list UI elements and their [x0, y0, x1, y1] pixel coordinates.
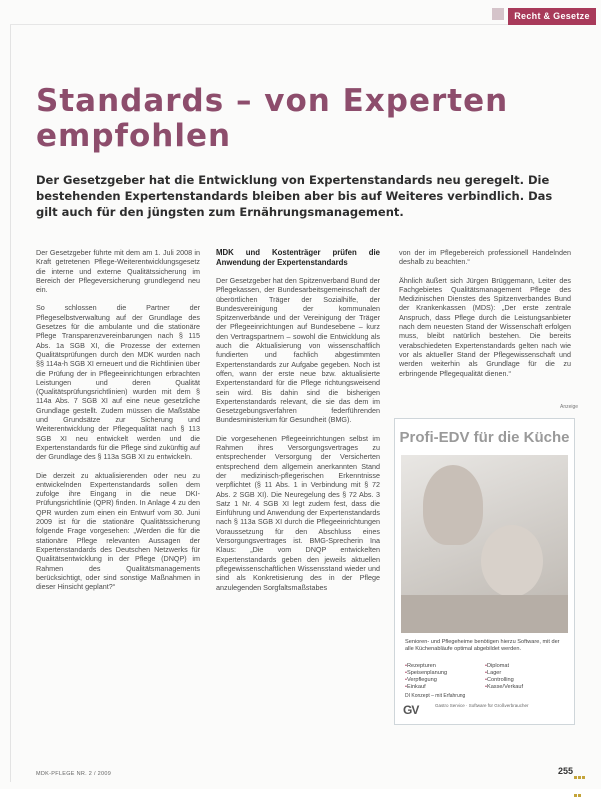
- paragraph: Die derzeit zu aktualisierenden oder neu zu entwickelnden Expertenstandards sollen dem zufolge ihre Eingang in die neue DKI-Prüfungsrichtlinie (QPR) finden. In Anlage 4 zu den QPR wurden zum einen ein Entwurf vom 30. Juni 2009 ist für die stationäre Qualitätssicherung folgende Frage vorgesehen: „Werden die für die stationäre Pflege relevanten Aussagen der Expertenstandards des Deutschen Netzwerks für Qualitätsentwicklung in der Pflege (DNQP) im Rahmen des Qualitätsmanagements berücksichtigt, oder sind sonstige Maßnahmen in dieser Hinsicht geplant?“: [36, 470, 200, 592]
- page-number: 255: [558, 766, 574, 776]
- advertisement[interactable]: [394, 418, 575, 725]
- paragraph: Ähnlich äußert sich Jürgen Brüggemann, Leiter des Fachgebietes Qualitätsmanagement Pflege des Medizinischen Dienstes des Spitzenverbandes Bund der Krankenkassen (MDS): „Der erste zentrale Anspruch, dass Pflege durch die Leistungsanbieter nach dem neuesten Stand der Wissenschaft erfolgen muss, bleibt natürlich bestehen. Die bereits verabschiedeten Expertenstandards gelten nach wie vor als aktueller Stand der Pflegewissenschaft und werden weiterhin als Grundlage für die zu erbringende Pflegequalität dienen.“: [399, 275, 571, 378]
- advert-label: Anzeige: [560, 404, 579, 410]
- subheading: MDK und Kostenträger prüfen die Anwendung der Expertenstandards: [216, 248, 380, 267]
- paragraph: Der Gesetzgeber hat den Spitzenverband Bund der Pflegekassen, der Bundesarbeitsgemeinschaft der überörtlichen Träger der Sozialhilfe, der Bundesvereinigung der kommunalen Spitzenverbände und der Vereinigung der Träger der Pflegeeinrichtungen auf Bundesebene – kurz den Vertragspartnern – sowohl die Entwicklung als auch die Aktualisierung von wissenschaftlich fundierten und fachlich abgestimmten Expertenstandards zur Aufgabe gegeben. Noch ist offen, wann der erste neue bzw. aktualisierte Expertenstandard für die Pflege richtungsweisend sein wird. Bis dahin sind die bisherigen Expertenstandards relevant, die sie das dem im Gesetzgebungsverfahren federführenden Bundesministerium für Gesundheit (BMG).: [216, 276, 380, 425]
- advert-contact: Gastro Service · Software für Großverbraucher: [435, 703, 529, 708]
- left-border-rule: [10, 24, 11, 782]
- advert-feature: • Kasse/Verkauf: [485, 684, 565, 691]
- article-title: Standards – von Experten empfohlen: [36, 83, 509, 154]
- advert-intro: Senioren- und Pflegeheime benötigen hierzu Software, mit der alle Küchenabläufe optimal abgebildet werden.: [405, 639, 560, 652]
- advert-footer: DI Konzept – mit Erfahrung: [405, 693, 466, 699]
- advert-title: Profi-EDV für die Küche: [399, 429, 570, 446]
- advert-photo: [401, 455, 568, 633]
- advert-feature: • Speisenplanung: [405, 670, 485, 677]
- text-column-2: [216, 248, 380, 601]
- photo-person-senior: [481, 525, 543, 597]
- page-corner-marks: [574, 767, 592, 777]
- paragraph: von der im Pflegebereich professionell Handelnden deshalb zu beachten.“: [399, 248, 571, 267]
- article-lead: Der Gesetzgeber hat die Entwicklung von Expertenstandards neu geregelt. Die bestehenden Expertenstandards bleiben aber bis auf Weiteres verbindlich. Das gilt auch für den jüngsten zum Ernährungsmanagement.: [36, 173, 553, 219]
- advert-feature: • Einkauf: [405, 684, 485, 691]
- section-tab: Recht & Gesetze: [508, 8, 596, 25]
- photo-person-caregiver: [423, 465, 483, 545]
- journal-footer: MDK-PFLEGE NR. 2 / 2009: [36, 771, 112, 777]
- paragraph: Die vorgesehenen Pflegeeinrichtungen selbst im Rahmen ihres Versorgungsvertrages zu entsprechender Versorgung der Versicherten entsprechend dem allgemein anerkannten Stand der medizinisch-pflegerischen Erkenntnisse verpflichtet (§ 11 Abs. 1 in Verbindung mit § 72 Abs. 2 SGB XI). Die Neuregelung des § 72 Abs. 3 Satz 1 Nr. 4 SGB XI legt zudem fest, dass die Einführung und Anwendung der Expertenstandards nach § 113a SGB XI durch die Pflegeeinrichtungen Voraussetzung für den Abschluss eines Versorgungsvertrages ist. BMG-Sprecherin Ina Klaus: „Die vom DNQP entwickelten Expertenstandards geben den jeweils aktuellen pflegewissenschaftlichen Wissensstand wieder und sind als Konkretisierung des in der Pflege anzulegenden Sorgfaltsmaßstabes: [216, 433, 380, 592]
- advert-feature: • Controlling: [485, 677, 565, 684]
- advert-logo: GV: [403, 703, 419, 717]
- advert-feature: • Verpflegung: [405, 677, 485, 684]
- advert-feature: • Lager: [485, 670, 565, 677]
- advert-feature: • Rezepturen: [405, 663, 485, 670]
- photo-table: [401, 595, 568, 633]
- advert-feature-list: [405, 663, 565, 691]
- top-border-rule: [10, 24, 593, 25]
- paragraph: So schlossen die Partner der Pflegeselbstverwaltung auf der Grundlage des Gesetzes für die ambulante und die stationäre Pflege Transparenzvereinbarungen nach § 115 Abs. 1a SGB XI, die Prozesse der externen Qualitätsprüfungen durch den MDK wurden nach §§ 114a-h SGB XI erneuert und die Richtlinien über die Prüfung der in Pflegeeinrichtungen erbrachten Leistungen und deren Qualität (Qualitätsprüfungsrichtlinien) wurden mit dem § 114a Abs. 7 SGB XI auf eine neue gesetzliche Grundlage gestellt. Zudem müssen die Maßstäbe und Grundsätze zur Sicherung und Weiterentwicklung der Pflegequalität nach § 113 SGB XI neu entwickelt werden und die Expertenstandards für die Pflege sind zukünftig auf der Grundlage des § 113a SGB XI zu entwickeln.: [36, 303, 200, 462]
- text-column-3: [399, 248, 571, 387]
- text-column-1: [36, 248, 200, 600]
- paragraph: Der Gesetzgeber führte mit dem am 1. Juli 2008 in Kraft getretenen Pflege-Weiterentwicklungsgesetz die interne und externe Qualitätssicherung im Bereich der Pflegeversicherung grundlegend neu ein.: [36, 248, 200, 295]
- advert-feature: • Diplomat: [485, 663, 565, 670]
- corner-mark: [492, 8, 504, 20]
